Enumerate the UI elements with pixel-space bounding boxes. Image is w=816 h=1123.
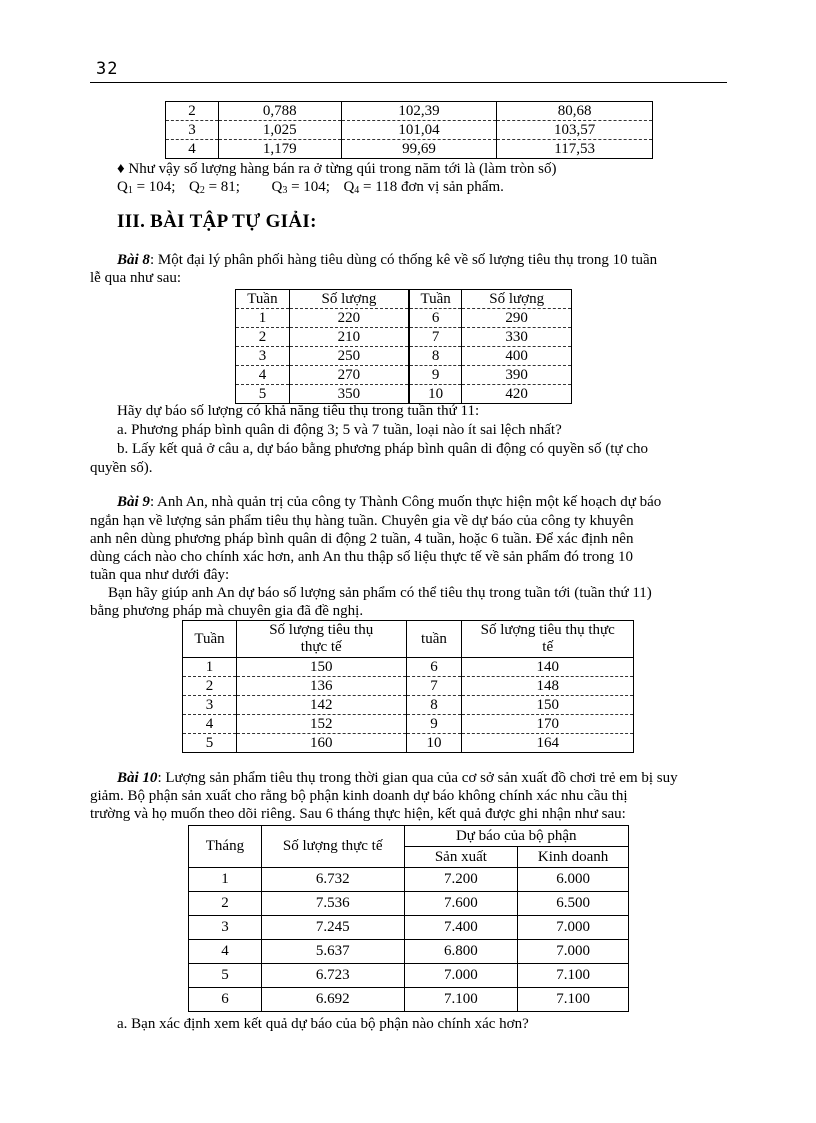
- table-cell: 7.400: [404, 916, 518, 940]
- table-cell: 80,68: [497, 102, 653, 121]
- table-header: [189, 826, 629, 847]
- table-cell: 6: [189, 988, 262, 1012]
- table-cell: 4: [236, 366, 290, 385]
- bai8-label: Bài 8: [117, 252, 150, 268]
- table-row: [183, 696, 634, 715]
- table-row: [189, 988, 629, 1012]
- table-cell: 152: [236, 715, 406, 734]
- table-header: [236, 290, 572, 309]
- table-row: [189, 916, 629, 940]
- table-cell: 1: [183, 658, 237, 677]
- table-cell: 210: [289, 328, 409, 347]
- table-cell: 3: [189, 916, 262, 940]
- table-row: [189, 868, 629, 892]
- table-cell: 1: [189, 868, 262, 892]
- table-cell: 9: [406, 715, 462, 734]
- table-cell: Số lượng: [289, 290, 409, 309]
- table-cell: 6.732: [261, 868, 404, 892]
- table-cell: 4: [183, 715, 237, 734]
- table-cell: 1,025: [218, 121, 341, 140]
- bai9-line2: ngắn hạn về lượng sản phẩm tiêu thụ hàng tuần. Chuyên gia về dự báo của công ty khuyên: [90, 513, 634, 529]
- bai9-line5: tuần qua như dưới đây:: [90, 567, 230, 583]
- table-cell: 142: [236, 696, 406, 715]
- table-cell: 7.536: [261, 892, 404, 916]
- bai9-table: [182, 620, 634, 753]
- table-cell: 150: [462, 696, 634, 715]
- table-cell: 1,179: [218, 140, 341, 159]
- table-row: [189, 892, 629, 916]
- table-cell: Số lượng tiêu thụ thực tế: [462, 621, 634, 658]
- table-cell: 7: [409, 328, 462, 347]
- table-cell: 7.200: [404, 868, 518, 892]
- table-cell: 220: [289, 309, 409, 328]
- table-cell: 7.100: [518, 964, 629, 988]
- bai8-intro-line2: lễ qua như sau:: [90, 270, 182, 286]
- table-cell: 140: [462, 658, 634, 677]
- table-cell: Kinh doanh: [518, 847, 629, 868]
- page-number: 32: [96, 59, 119, 79]
- table-row: [236, 309, 572, 328]
- table-cell: 0,788: [218, 102, 341, 121]
- table-row: [189, 964, 629, 988]
- table-row: [166, 121, 653, 140]
- table-cell: 160: [236, 734, 406, 753]
- section-title: III. BÀI TẬP TỰ GIẢI:: [117, 211, 317, 232]
- table-cell: 350: [289, 385, 409, 404]
- table-cell: 2: [166, 102, 219, 121]
- table-cell: 4: [166, 140, 219, 159]
- table-cell: 8: [409, 347, 462, 366]
- table-cell: 6: [406, 658, 462, 677]
- bai9-label: Bài 9: [117, 494, 150, 510]
- bai8-question-a: a. Phương pháp bình quân di động 3; 5 và 7 tuần, loại nào ít sai lệch nhất?: [117, 422, 562, 438]
- table-cell: 3: [183, 696, 237, 715]
- table-cell: 3: [236, 347, 290, 366]
- bai10-table: [188, 825, 629, 1012]
- table-row: [166, 140, 653, 159]
- table-row: [236, 347, 572, 366]
- q2-value: $Q_2 = 81$;: [188, 179, 240, 196]
- top-table: [165, 101, 653, 159]
- table-row: [236, 328, 572, 347]
- q1-value: $Q_1 = 104$;: [117, 179, 176, 196]
- table-cell: 117,53: [497, 140, 653, 159]
- bai9-intro: Bài 9: Anh An, nhà quản trị của công ty Thành Công muốn thực hiện một kế hoạch dự báo: [117, 494, 662, 510]
- table-cell: 1: [236, 309, 290, 328]
- table-cell: 148: [462, 677, 634, 696]
- table-cell: 6.723: [261, 964, 404, 988]
- table-cell: 101,04: [341, 121, 497, 140]
- table-cell: 7.245: [261, 916, 404, 940]
- table-cell: 6: [409, 309, 462, 328]
- bai8-question-intro: Hãy dự báo số lượng có khả năng tiêu thụ trong tuần thứ 11:: [117, 403, 480, 419]
- q4-value: $Q_4 = 118$ đơn vị sản phẩm.: [343, 179, 504, 196]
- bai10-label: Bài 10: [117, 770, 158, 786]
- bai10-intro: Bài 10: Lượng sản phẩm tiêu thụ trong thời gian qua của cơ sở sản xuất đồ chơi trẻ em bị suy: [117, 770, 678, 786]
- table-cell: 6.800: [404, 940, 518, 964]
- table-cell: 3: [166, 121, 219, 140]
- bai10-line2: giảm. Bộ phận sản xuất cho rằng bộ phận kinh doanh dự báo không chính xác nhu cầu thị: [90, 788, 628, 804]
- table-cell: 6.692: [261, 988, 404, 1012]
- table-cell: 2: [236, 328, 290, 347]
- table-row: [183, 658, 634, 677]
- table-cell: 170: [462, 715, 634, 734]
- q3-value: $Q_3 = 104$;: [271, 179, 330, 196]
- table-cell: Tuần: [236, 290, 290, 309]
- table-cell: Tuần: [409, 290, 462, 309]
- table-cell: 103,57: [497, 121, 653, 140]
- table-cell: 7.100: [404, 988, 518, 1012]
- table-row: [183, 734, 634, 753]
- table-cell: 10: [406, 734, 462, 753]
- table-cell: 6.000: [518, 868, 629, 892]
- bai9-line6: Bạn hãy giúp anh An dự báo số lượng sản phẩm có thể tiêu thụ trong tuần tới (tuần thứ 11): [108, 585, 652, 601]
- bai9-line7: bằng phương pháp mà chuyên gia đã đề nghị.: [90, 603, 364, 619]
- table-cell: 5: [183, 734, 237, 753]
- table-cell: 5: [189, 964, 262, 988]
- conclusion-line: ♦ Như vậy số lượng hàng bán ra ở từng qúi trong năm tới là (làm tròn số): [117, 161, 557, 177]
- table-cell: 9: [409, 366, 462, 385]
- table-header: [183, 621, 634, 658]
- table-cell: 250: [289, 347, 409, 366]
- table-cell: 400: [462, 347, 572, 366]
- table-cell: 7.000: [518, 916, 629, 940]
- bai8-question-b: b. Lấy kết quả ở câu a, dự báo bằng phương pháp bình quân di động có quyền số (tự cho: [117, 441, 648, 457]
- table-cell: 390: [462, 366, 572, 385]
- table-cell: 420: [462, 385, 572, 404]
- table-cell: 330: [462, 328, 572, 347]
- bai10-line3: trường và họ muốn theo dõi riêng. Sau 6 tháng thực hiện, kết quả được ghi nhận như sau:: [90, 806, 626, 822]
- bai9-line3: anh nên dùng phương pháp bình quân di động 2 tuần, 4 tuần, hoặc 6 tuần. Để xác định nên: [90, 531, 634, 547]
- table-cell: 290: [462, 309, 572, 328]
- table-row: [183, 677, 634, 696]
- bai8-table: [235, 289, 572, 404]
- table-row: [236, 385, 572, 404]
- table-cell: 6.500: [518, 892, 629, 916]
- table-cell: 136: [236, 677, 406, 696]
- table-cell: 2: [189, 892, 262, 916]
- table-cell: tuần: [406, 621, 462, 658]
- bai10-question-a: a. Bạn xác định xem kết quả dự báo của bộ phận nào chính xác hơn?: [117, 1016, 529, 1032]
- table-cell: Số lượng tiêu thụ thực tế: [236, 621, 406, 658]
- bai8-intro: Bài 8: Một đại lý phân phối hàng tiêu dùng có thống kê về số lượng tiêu thụ trong 10 tuần: [117, 252, 658, 268]
- table-cell: Dự báo của bộ phận: [404, 826, 629, 847]
- header-rule: [90, 82, 727, 83]
- table-cell: 99,69: [341, 140, 497, 159]
- table-cell: 5.637: [261, 940, 404, 964]
- table-cell: 8: [406, 696, 462, 715]
- table-row: [166, 102, 653, 121]
- table-row: [189, 940, 629, 964]
- table-cell: 7: [406, 677, 462, 696]
- table-cell: Số lượng: [462, 290, 572, 309]
- table-cell: 270: [289, 366, 409, 385]
- table-cell: Số lượng thực tế: [261, 826, 404, 868]
- bai8-question-b-cont: quyền số).: [90, 460, 153, 476]
- table-cell: 150: [236, 658, 406, 677]
- table-cell: 7.000: [404, 964, 518, 988]
- quarter-values: [117, 178, 504, 196]
- table-cell: 2: [183, 677, 237, 696]
- table-cell: Sản xuất: [404, 847, 518, 868]
- table-row: [236, 366, 572, 385]
- table-cell: 7.600: [404, 892, 518, 916]
- table-cell: Tuần: [183, 621, 237, 658]
- table-cell: 4: [189, 940, 262, 964]
- table-cell: 7.000: [518, 940, 629, 964]
- table-cell: 7.100: [518, 988, 629, 1012]
- table-cell: Tháng: [189, 826, 262, 868]
- bai9-line4: dùng cách nào cho chính xác hơn, anh An thu thập số liệu thực tế về sản phẩm đó trong 10: [90, 549, 634, 565]
- table-cell: 102,39: [341, 102, 497, 121]
- table-row: [183, 715, 634, 734]
- table-cell: 164: [462, 734, 634, 753]
- table-cell: 10: [409, 385, 462, 404]
- table-cell: 5: [236, 385, 290, 404]
